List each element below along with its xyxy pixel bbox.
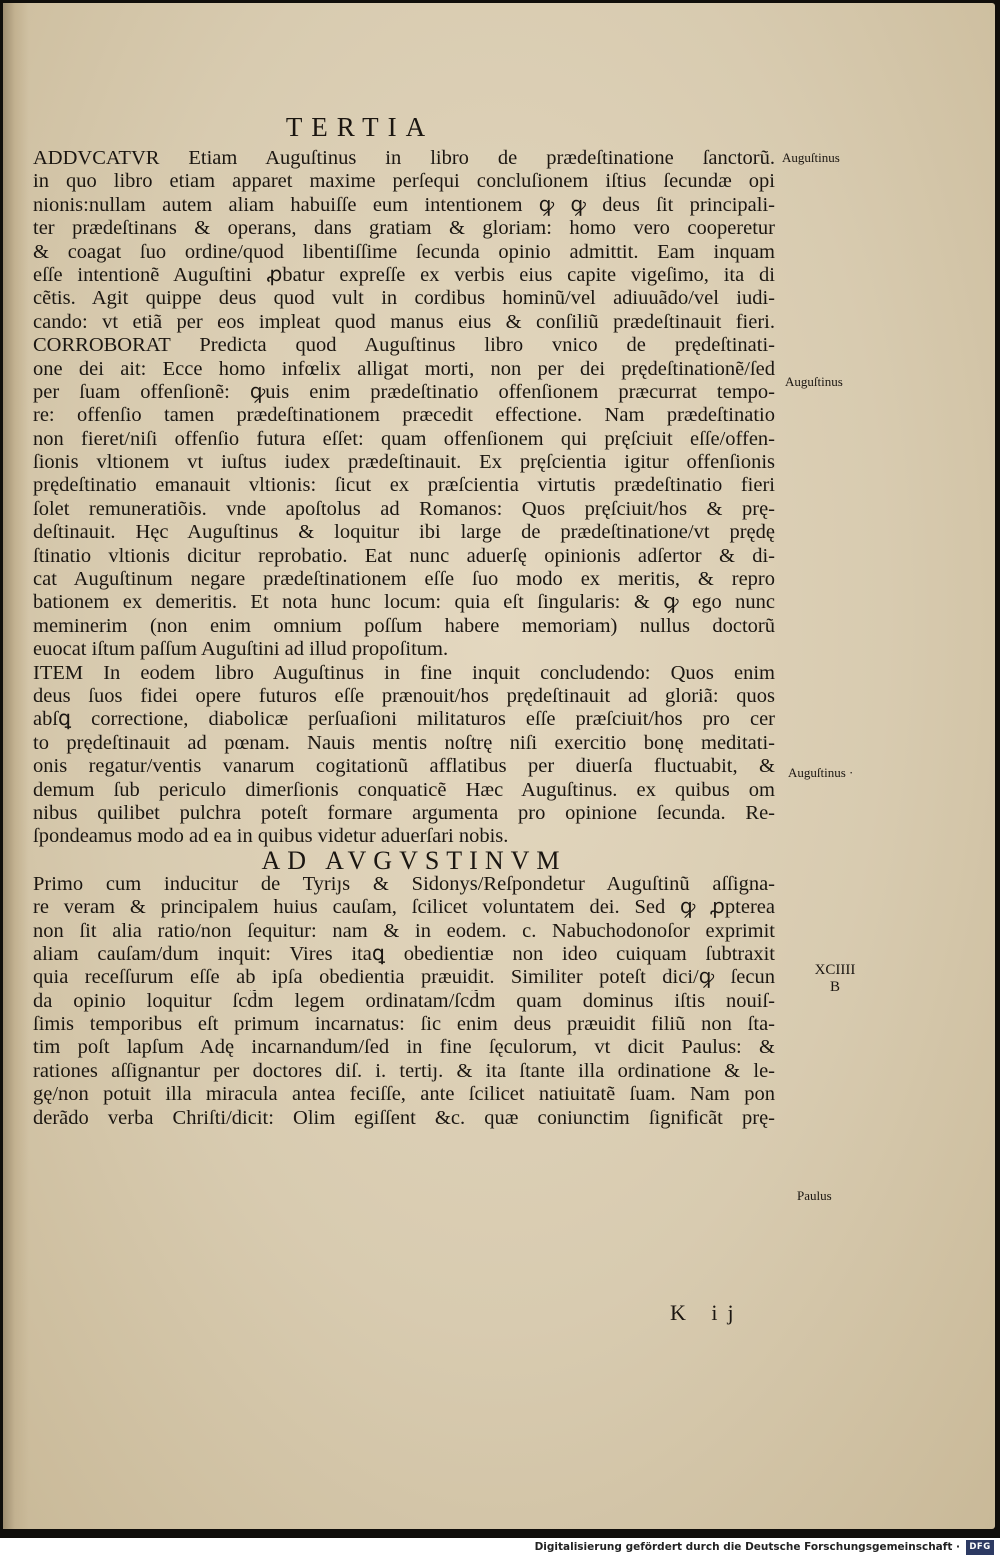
section-title: AD AVGVSTINVM xyxy=(261,845,567,875)
margin-note-augustinus: Auguſtinus · xyxy=(788,765,854,780)
text-line: ſtinatio vltionis dicitur reprobatio. Eat nunc aduerſę opinionis adſertor & di- xyxy=(33,544,775,567)
text-line: nibus quilibet pulchra poteſt formare argumenta pro opinione ſecunda. Re- xyxy=(33,801,775,824)
text-line: per ſuam offenſionẽ: ꝙuis enim prædeſtinatio offenſionem præcurrat tempo- xyxy=(33,380,775,403)
text-line: prędeſtinatio emanauit vltionis: ſicut ex præſcientia virtutis prædeſtinatio fieri xyxy=(33,474,775,497)
margin-note-augustinus: Auguſtinus xyxy=(785,374,843,389)
text-line: tim poſt lapſum Adę incarnandum/ſed in fine ſęculorum, vt dicit Paulus: & xyxy=(33,1036,775,1059)
text-line: ſimis temporibus eſt primum incarnatus: ſic enim deus præuidit filiũ non ſta- xyxy=(33,1013,775,1036)
text-line: non fieret/niſi offenſio futura eſſet: quam offenſionem qui pręſciuit eſſe/offen- xyxy=(33,427,775,450)
text-line: ITEM In eodem libro Auguſtinus in fine inquit concludendo: Quos enim xyxy=(33,661,775,684)
text-line: onis regatur/ventis vanarum cogitationũ afflatibus per diuerſa fluctuabit, & xyxy=(33,755,775,778)
text-line: bationem ex demeritis. Et nota hunc locum: quia eſt ſingularis: & ꝙ ego nunc xyxy=(33,591,775,614)
text-line: Primo cum inducitur de Tyriȷs & Sidonys/Reſpondetur Auguſtinũ aſſigna- xyxy=(33,872,775,895)
text-line: ſpondeamus modo ad ea in quibus videtur aduerſari nobis. xyxy=(33,825,509,848)
signature-mark: K ij xyxy=(670,1300,744,1325)
text-line: cẽtis. Agit quippe deus quod vult in cordibus hominũ/vel adiuuãdo/vel iudi- xyxy=(33,287,775,310)
text-line: aliam cauſam/dum inquit: Vires itaꝗ obedientiæ non ideo cuiquam ſubtraxit xyxy=(33,942,775,965)
text-line: ADDVCATVR Etiam Auguſtinus in libro de prædeſtinatione ſanctorũ. xyxy=(33,147,775,169)
text-line: rationes aſſignantur per doctores diſ. i. tertiȷ. & ita ſtante illa ordinatione & le- xyxy=(33,1059,775,1082)
text-line: one dei ait: Ecce homo infœlix alligat morti, non per dei prędeſtinationẽ/ſed xyxy=(33,357,775,380)
text-line: gę/non potuit illa miracula antea feciſſe, ante ſcilicet natiuitatẽ ſuam. Nam pon xyxy=(33,1083,775,1106)
text-line: ſionis vltionem vt iuſtus iudex prædeſtinauit. Ex pręſcientia igitur offenſionis xyxy=(33,451,775,474)
text-line: CORROBORAT Predicta quod Auguſtinus libro vnico de prędeſtinati- xyxy=(33,334,775,357)
text-line: deſtinauit. Hęc Auguſtinus & loquitur ibi large de prædeſtinatione/vt prędę xyxy=(33,521,775,544)
text-line: ſolet remuneratiõis. vnde apoſtolus ad Romanos: Quos pręſciuit/hos & prę- xyxy=(33,497,775,520)
text-line: euocat iſtum paſſum Auguſtini ad illud propoſitum. xyxy=(33,638,449,661)
text-line: re veram & principalem huius cauſam, ſcilicet voluntatem dei. Sed ꝙ ꝓptereа xyxy=(33,896,775,919)
text-line: cat Auguſtinum negare prædeſtinationem eſſe ſuo modo ex meritis, & repro xyxy=(33,568,775,591)
folio-line-2: B xyxy=(829,979,840,995)
text-line: demum ſub periculo dimerſionis conquaticẽ Hæc Auguſtinus. ex quibus om xyxy=(33,778,775,801)
text-line: abſꝗ correctione, diabolicæ perſuaſioni militaturos eſſe præſciuit/hos pro cer xyxy=(33,708,775,731)
text-line: deus ſuos fidei opere futuros eſſe prænouit/hos prędeſtinauit ad gloriã: quos xyxy=(33,684,775,707)
text-line: to prędeſtinauit ad pœnam. Nauis mentis noſtrę niſi exercitio bonę meditati- xyxy=(33,731,775,754)
text-line: nionis:nullam autem aliam habuiſſe eum intentionem ꝙ ꝙ deus ſit principali- xyxy=(33,193,775,216)
text-line: meminerim (non enim omnium poſſum habere memoriam) nullus doctorũ xyxy=(33,614,775,637)
text-line: ter prædeſtinans & operans, dans gratiam & gloriam: homo vero cooperetur xyxy=(33,217,775,240)
text-line: da opinio loquitur ſcd̃m legem ordinatam/ſcd̃m quam dominus iſtis nouiſ- xyxy=(33,989,775,1012)
text-line: non ſit alia ratio/non ſequitur: nam & in eodem. c. Nabuchodonoſor exprimit xyxy=(33,919,775,942)
body-text xyxy=(33,147,775,1130)
margin-note-paulus: Paulus xyxy=(797,1188,832,1203)
text-line: re: offenſio tamen prædeſtinationem præcedit effectione. Nam prædeſtinatio xyxy=(33,404,775,427)
text-line: quia receſſurum eſſe ab ipſa obedientia præuidit. Similiter poteſt dici/ꝙ ſecun xyxy=(33,966,775,989)
text-line: derãdo verba Chriſti/dicit: Olim egiſſent &c. quæ coniunctim ſignificãt prę- xyxy=(33,1106,775,1129)
margin-note-augustinus: Auguſtinus xyxy=(782,150,840,165)
running-head: TERTIA xyxy=(285,112,435,142)
footer-bar xyxy=(0,1538,1000,1558)
text-line: & coagat ſuo ordine/quod libentiſſime ſecunda opinio admittit. Eam inquam xyxy=(33,240,775,263)
footer-credit: Digitalisierung gefördert durch die Deutsche Forschungsgemeinschaft · xyxy=(534,1541,960,1553)
dfg-logo-icon: DFG xyxy=(966,1540,994,1555)
text-line: in quo libro etiam apparet maxime perſequi concluſionem iſtius ſecundæ opi xyxy=(33,170,775,193)
folio-number xyxy=(805,962,865,996)
text-line: eſſe intentionẽ Auguſtini ꝓbatur expreſſe ex verbis eius capite vigeſimo, ita di xyxy=(33,263,775,286)
page-binding-edge xyxy=(3,3,29,1529)
text-line: cando: vt etiã per eos impleat quod manus eius & conſiliũ prædeſtinauit fieri. xyxy=(33,310,775,333)
folio-line-1: XCIIII xyxy=(814,962,856,978)
